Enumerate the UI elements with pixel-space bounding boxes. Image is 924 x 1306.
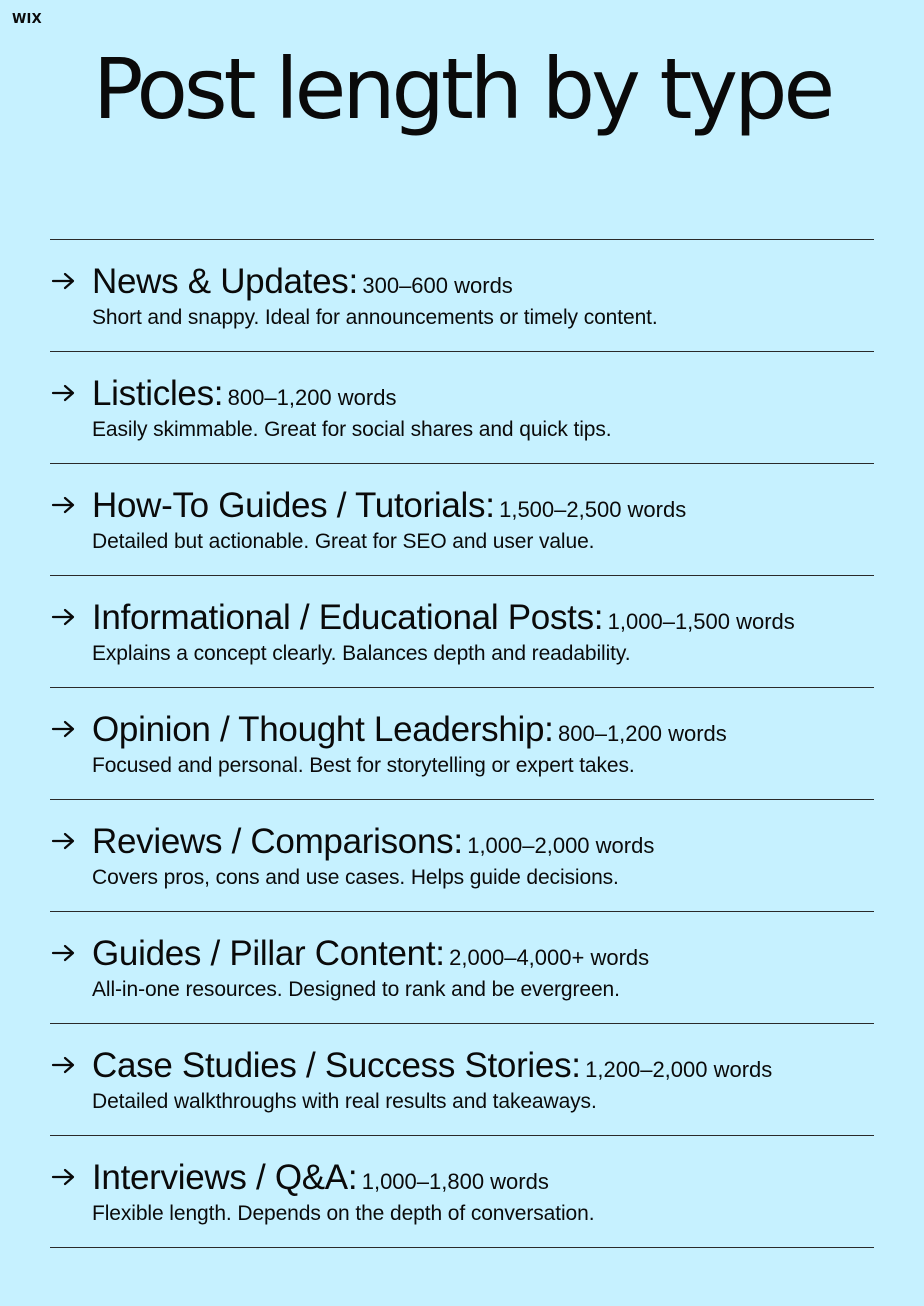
arrow-right-icon xyxy=(50,1054,78,1076)
arrow-right-icon xyxy=(50,1166,78,1188)
item-heading: How-To Guides / Tutorials: xyxy=(92,486,495,525)
arrow-right-icon xyxy=(50,606,78,628)
item-description: Focused and personal. Best for storytelling or expert takes. xyxy=(92,754,635,777)
list-item xyxy=(50,240,874,352)
arrow-right-icon xyxy=(50,382,78,404)
page-title: Post length by type xyxy=(92,40,832,138)
item-heading: News & Updates: xyxy=(92,262,358,301)
item-word-range: 1,500–2,500 words xyxy=(499,497,687,522)
item-heading: Interviews / Q&A: xyxy=(92,1158,358,1197)
item-heading: Guides / Pillar Content: xyxy=(92,934,445,973)
arrow-right-icon xyxy=(50,942,78,964)
item-word-range: 2,000–4,000+ words xyxy=(449,945,650,970)
list-item xyxy=(50,464,874,576)
item-word-range: 800–1,200 words xyxy=(558,721,727,746)
item-description: Easily skimmable. Great for social shares and quick tips. xyxy=(92,418,612,441)
item-word-range: 1,000–1,800 words xyxy=(361,1169,549,1194)
item-description: Detailed walkthroughs with real results and takeaways. xyxy=(92,1090,597,1113)
item-word-range: 800–1,200 words xyxy=(227,385,397,410)
item-word-range: 300–600 words xyxy=(362,273,513,298)
arrow-right-icon xyxy=(50,494,78,516)
item-description: Flexible length. Depends on the depth of conversation. xyxy=(92,1202,595,1225)
item-description: Covers pros, cons and use cases. Helps guide decisions. xyxy=(92,866,619,889)
list-item xyxy=(50,800,874,912)
arrow-right-icon xyxy=(50,830,78,852)
item-heading: Case Studies / Success Stories: xyxy=(92,1046,581,1085)
item-word-range: 1,200–2,000 words xyxy=(585,1057,773,1082)
item-description: Short and snappy. Ideal for announcements or timely content. xyxy=(92,306,658,329)
post-type-list xyxy=(50,239,874,1248)
list-item xyxy=(50,688,874,800)
item-heading: Listicles: xyxy=(92,374,224,413)
item-heading: Opinion / Thought Leadership: xyxy=(92,710,554,749)
list-item xyxy=(50,912,874,1024)
item-description: All-in-one resources. Designed to rank and be evergreen. xyxy=(92,978,620,1001)
item-heading: Informational / Educational Posts: xyxy=(92,598,604,637)
list-item xyxy=(50,576,874,688)
wix-logo: WIX xyxy=(12,12,42,27)
arrow-right-icon xyxy=(50,718,78,740)
arrow-right-icon xyxy=(50,270,78,292)
item-word-range: 1,000–2,000 words xyxy=(467,833,655,858)
list-item xyxy=(50,352,874,464)
list-item xyxy=(50,1024,874,1136)
item-heading: Reviews / Comparisons: xyxy=(92,822,463,861)
item-description: Explains a concept clearly. Balances depth and readability. xyxy=(92,642,631,665)
item-word-range: 1,000–1,500 words xyxy=(607,609,795,634)
list-item xyxy=(50,1136,874,1248)
item-description: Detailed but actionable. Great for SEO and user value. xyxy=(92,530,595,553)
